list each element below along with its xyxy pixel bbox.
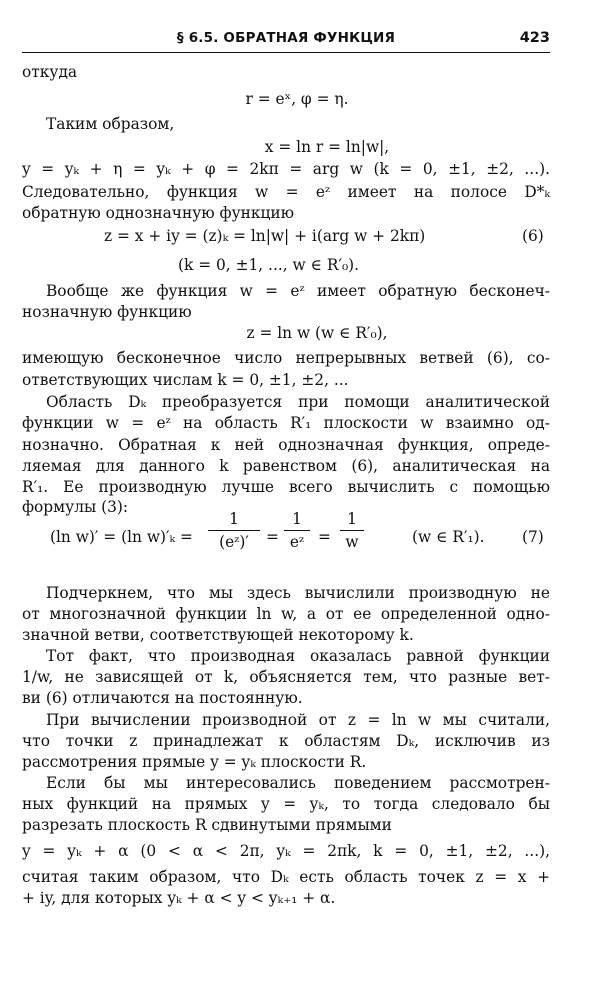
fraction-bar xyxy=(208,530,260,531)
equals-sign: = xyxy=(266,528,279,546)
text-line: обратную однозначную функцию xyxy=(22,204,295,222)
text-line: R′₁. Ее производную лучше всего вычислить с помощью xyxy=(22,478,550,496)
numerator: 1 xyxy=(229,510,239,528)
text-line: 1/w, не зависящей от k, объясняется тем, что разные вет- xyxy=(22,668,550,686)
denominator: eᶻ xyxy=(289,533,305,551)
text-line: нозначную функцию xyxy=(22,303,192,321)
text-line: ляемая для данного k равенством (6), аналитическая на xyxy=(22,457,550,475)
text-line: + iy, для которых yₖ + α < y < yₖ₊₁ + α. xyxy=(22,889,336,907)
text-line: ответствующих числам k = 0, ±1, ±2, ... xyxy=(22,371,349,389)
page-number: 423 xyxy=(519,30,550,46)
fraction xyxy=(284,510,310,551)
numerator: 1 xyxy=(292,510,302,528)
fraction xyxy=(340,510,364,551)
numerator: 1 xyxy=(347,510,357,528)
text-line: Тот факт, что производная оказалась равной функции xyxy=(46,647,550,665)
eq7-condition: (w ∈ R′₁). xyxy=(412,528,485,546)
fraction-bar xyxy=(340,530,364,531)
equation-number: (6) xyxy=(522,227,544,245)
text-line: ви (6) отличаются на постоянную. xyxy=(22,689,303,707)
text-line: Следовательно, функция w = eᶻ имеет на полосе D*ₖ xyxy=(22,183,550,201)
text-line: Таким образом, xyxy=(46,115,175,133)
section-title: § 6.5. ОБРАТНАЯ ФУНКЦИЯ xyxy=(176,30,396,46)
formula-line: (k = 0, ±1, ..., w ∈ R′₀). xyxy=(178,256,360,274)
text-line: Если бы мы интересовались поведением рассмотрен- xyxy=(46,774,550,792)
text-line: откуда xyxy=(22,63,78,81)
text-line: значной ветви, соответствующей некоторому k. xyxy=(22,626,414,644)
text-line: ных функций на прямых y = yₖ, то тогда следовало бы xyxy=(22,795,550,813)
equation-number: (7) xyxy=(522,528,544,546)
text-line: что точки z принадлежат к областям Dₖ, исключив из xyxy=(22,732,550,750)
text-line: нозначно. Обратная к ней однозначная функция, опреде- xyxy=(22,436,550,454)
text-line: Вообще же функция w = eᶻ имеет обратную бесконеч- xyxy=(46,282,550,300)
text-line: разрезать плоскость R сдвинутыми прямыми xyxy=(22,816,392,834)
text-line: Область Dₖ преобразуется при помощи аналитической xyxy=(46,393,550,411)
text-line: рассмотрения прямые y = yₖ плоскости R. xyxy=(22,753,367,771)
text-line: функции w = eᶻ на область R′₁ плоскости w взаимно од- xyxy=(22,414,550,432)
text-line: формулы (3): xyxy=(22,498,129,516)
fraction-bar xyxy=(284,530,310,531)
equals-sign: = xyxy=(318,528,331,546)
fraction xyxy=(208,510,260,551)
eq7-lhs: (ln w)′ = (ln w)′ₖ = xyxy=(50,528,193,546)
text-line: имеющую бесконечное число непрерывных ветвей (6), со- xyxy=(22,349,550,367)
formula-line: x = ln r = ln|w|, xyxy=(264,138,390,156)
denominator: w xyxy=(345,533,359,551)
text-line: считая таким образом, что Dₖ есть область точек z = x + xyxy=(22,868,550,886)
text-line: При вычислении производной от z = ln w мы считали, xyxy=(46,711,550,729)
formula-line: r = eˣ, φ = η. xyxy=(245,90,349,108)
text-line: Подчеркнем, что мы здесь вычислили производную не xyxy=(46,584,550,602)
text-line: от многозначной функции ln w, а от ее определенной одно- xyxy=(22,605,550,623)
formula-line: z = x + iy = (z)ₖ = ln|w| + i(arg w + 2kπ) xyxy=(104,227,426,245)
running-header xyxy=(22,30,550,50)
header-rule xyxy=(22,52,550,53)
denominator: (eᶻ)′ xyxy=(219,533,249,551)
formula-line: y = yₖ + η = yₖ + φ = 2kπ = arg w (k = 0, ±1, ±2, ...). xyxy=(22,160,550,178)
formula-line: z = ln w (w ∈ R′₀), xyxy=(246,324,388,342)
formula-line: y = yₖ + α (0 < α < 2π, yₖ = 2πk, k = 0, ±1, ±2, ...), xyxy=(22,842,550,860)
